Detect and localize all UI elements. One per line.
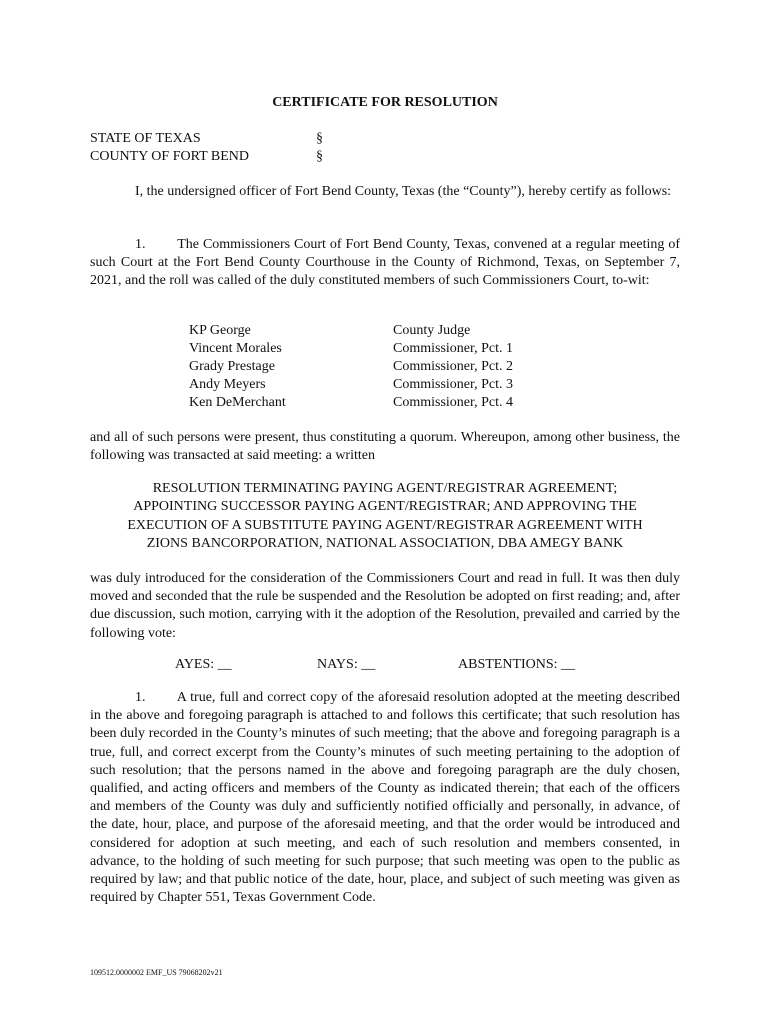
quorum-paragraph: and all of such persons were present, thus constituting a quorum. Whereupon, among other business, the following was transacted at said meeting: a written — [90, 430, 680, 464]
intro-paragraph: I, the undersigned officer of Fort Bend County, Texas (the “County”), hereby certify as follows: — [135, 184, 672, 199]
document-title: CERTIFICATE FOR RESOLUTION — [272, 95, 498, 110]
member-title: County Judge — [393, 323, 471, 338]
resolution-line: RESOLUTION TERMINATING PAYING AGENT/REGISTRAR AGREEMENT; — [152, 481, 618, 496]
caption-county: COUNTY OF FORT BEND — [90, 149, 250, 164]
paragraph-1: 1. The Commissioners Court of Fort Bend County, Texas, convened at a regular meeting of such Court at the Fort Bend County Courthouse in the County of Richmond, Texas, on September 7, 2021, and the roll was called of the duly constituted members of such Commissioners Court, to-wit: — [90, 237, 680, 289]
abstentions-count: ABSTENTIONS: __ — [458, 657, 576, 672]
members-roster — [189, 322, 513, 412]
caption-row-state — [90, 130, 323, 148]
paragraph-2: 1. A true, full and correct copy of the aforesaid resolution adopted at the meeting described in the above and foregoing paragraph is attached to and follows this certificate; that such resolution has been duly recorded in the County’s minutes of such meeting; that the above and foregoing paragraph is a true, full, and correct excerpt from the County’s minutes of such meeting pertaining to the adoption of such resolution; that the persons named in the above and foregoing paragraph are the duly chosen, qualified, and acting officers and members of the County as indicated therein; that each of the officers and members of the County was duly and sufficiently notified officially and personally, in advance, of the date, hour, place, and purpose of the aforesaid meeting, and that the order would be introduced and considered for adoption at such meeting, and each of such resolution and members consented, in advance, to the holding of such meeting for such purpose; that such meeting was open to the public as required by law; and that public notice of the date, hour, place, and subject of such meeting was given as required by Chapter 551, Texas Government Code. — [90, 690, 680, 906]
caption-row-county — [90, 148, 323, 166]
member-name: Ken DeMerchant — [189, 395, 286, 410]
member-name: KP George — [189, 323, 251, 338]
member-row — [189, 358, 513, 376]
ayes-count: AYES: __ — [175, 657, 232, 672]
member-title: Commissioner, Pct. 2 — [393, 359, 513, 374]
caption-state: STATE OF TEXAS — [90, 131, 201, 146]
member-row — [189, 376, 513, 394]
member-row — [189, 394, 513, 412]
member-title: Commissioner, Pct. 4 — [393, 395, 513, 410]
member-row — [189, 322, 471, 340]
nays-count: NAYS: __ — [317, 657, 376, 672]
section-symbol: § — [316, 149, 323, 164]
resolution-line: APPOINTING SUCCESSOR PAYING AGENT/REGISTRAR; AND APPROVING THE — [133, 499, 637, 515]
member-name: Vincent Morales — [189, 341, 282, 356]
resolution-title — [90, 480, 680, 554]
section-symbol: § — [316, 131, 323, 146]
resolution-line: EXECUTION OF A SUBSTITUTE PAYING AGENT/REGISTRAR AGREEMENT WITH — [127, 517, 643, 533]
introduction-paragraph: was duly introduced for the consideration of the Commissioners Court and read in full. It was then duly moved and seconded that the rule be suspended and the Resolution be adopted on first reading; and, after due discussion, such motion, carrying with it the adoption of the Resolution, prevailed and carried by the following vote: — [90, 571, 680, 641]
member-name: Andy Meyers — [189, 377, 266, 392]
document-footer-id: 109512.0000002 EMF_US 79068202v21 — [90, 968, 223, 977]
jurisdiction-caption — [90, 130, 323, 166]
resolution-line: ZIONS BANCORPORATION, NATIONAL ASSOCIATION, DBA AMEGY BANK — [146, 536, 624, 552]
member-name: Grady Prestage — [189, 359, 275, 374]
member-title: Commissioner, Pct. 1 — [393, 341, 513, 356]
member-title: Commissioner, Pct. 3 — [393, 377, 513, 392]
member-row — [189, 340, 513, 358]
